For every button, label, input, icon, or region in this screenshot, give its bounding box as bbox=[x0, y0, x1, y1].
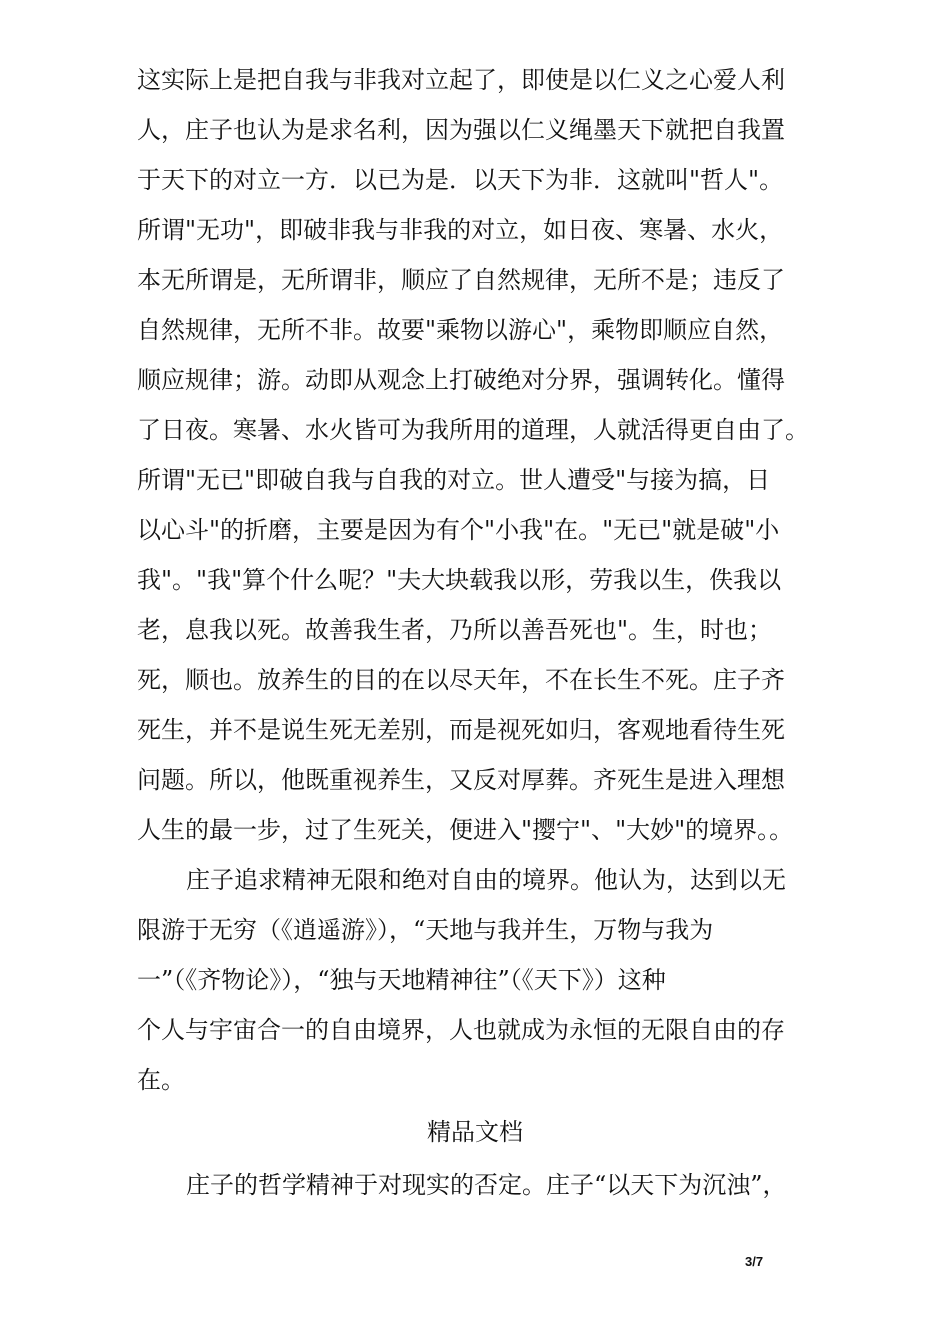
text-line: 庄子的哲学精神于对现实的否定。庄子“以天下为沉浊”， bbox=[186, 1171, 787, 1199]
text-line: 一”（《齐物论》），“独与天地精神往”（《天下》）这种 bbox=[137, 966, 666, 994]
text-line: 于天下的对立一方．以已为是．以天下为非．这就叫"哲人"。 bbox=[137, 166, 784, 194]
text-line: 死生，并不是说生死无差别，而是视死如归，客观地看待生死 bbox=[137, 716, 785, 744]
text-line: 所谓"无已"即破自我与自我的对立。世人遭受"与接为搞，日 bbox=[137, 466, 771, 494]
text-line: 个人与宇宙合一的自由境界，人也就成为永恒的无限自由的存 bbox=[137, 1016, 785, 1044]
text-line: 本无所谓是，无所谓非，顺应了自然规律，无所不是；违反了 bbox=[137, 266, 785, 294]
text-line: 死，顺也。放养生的目的在以尽天年，不在长生不死。庄子齐 bbox=[137, 666, 785, 694]
text-line: 自然规律，无所不非。故要"乘物以游心"，乘物即顺应自然， bbox=[137, 316, 784, 344]
text-line: 这实际上是把自我与非我对立起了，即使是以仁义之心爱人利 bbox=[137, 66, 785, 94]
text-line: 所谓"无功"，即破非我与非我的对立，如日夜、寒暑、水火， bbox=[137, 216, 784, 244]
text-line: 问题。所以，他既重视养生，又反对厚葬。齐死生是进入理想 bbox=[137, 766, 785, 794]
text-line: 庄子追求精神无限和绝对自由的境界。他认为，达到以无 bbox=[186, 866, 786, 894]
text-line: 我"。"我"算个什么呢？"夫大块载我以形，劳我以生，佚我以 bbox=[137, 566, 782, 594]
text-line: 以心斗"的折磨，主要是因为有个"小我"在。"无已"就是破"小 bbox=[137, 516, 780, 544]
text-line: 在。 bbox=[137, 1066, 185, 1094]
text-line: 人，庄子也认为是求名利，因为强以仁义绳墨天下就把自我置 bbox=[137, 116, 785, 144]
text-line: 了日夜。寒暑、水火皆可为我所用的道理，人就活得更自由了。 bbox=[137, 416, 809, 444]
text-line: 人生的最一步，过了生死关，便进入"撄宁"、"大妙"的境界。。 bbox=[137, 816, 794, 844]
text-line: 限游于无穷（《逍遥游》），“天地与我并生，万物与我为 bbox=[137, 916, 714, 944]
text-line: 顺应规律；游。动即从观念上打破绝对分界，强调转化。懂得 bbox=[137, 366, 785, 394]
page-number: 3/7 bbox=[745, 1254, 764, 1269]
watermark-text: 精品文档 bbox=[427, 1118, 523, 1146]
text-line: 老，息我以死。故善我生者，乃所以善吾死也"。生，时也； bbox=[137, 616, 773, 644]
